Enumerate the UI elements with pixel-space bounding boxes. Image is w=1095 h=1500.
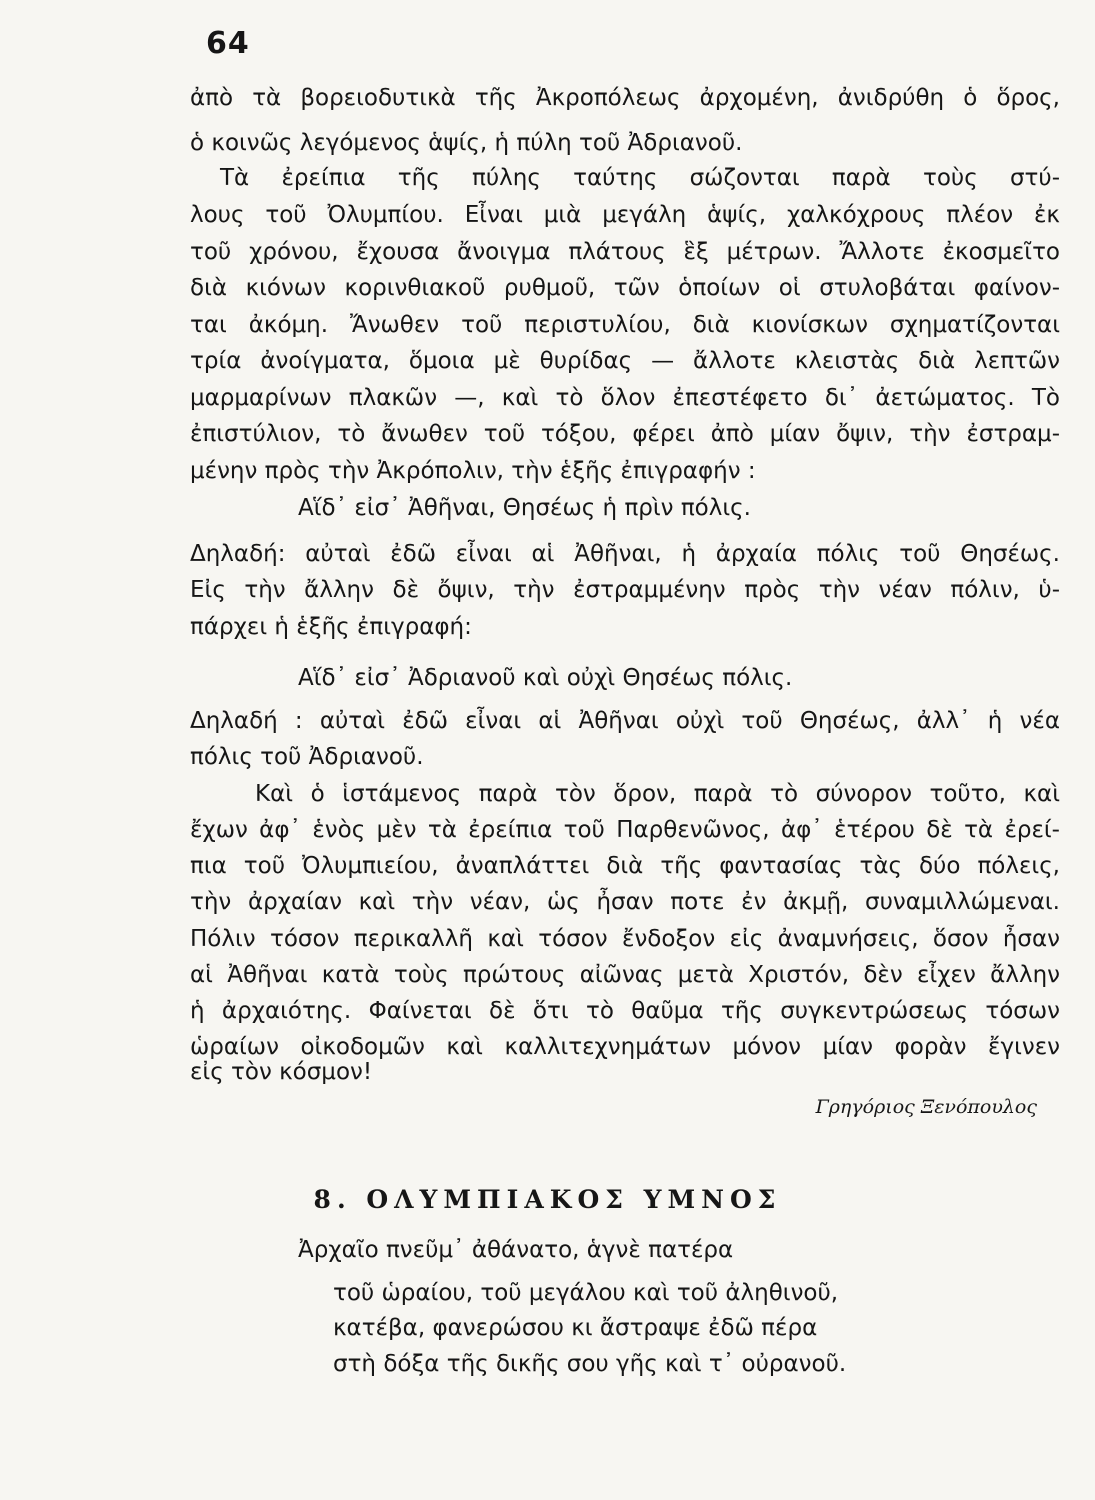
- text-line: μαρμαρίνων πλακῶν —, καὶ τὸ ὅλον ἐπεστέφετο δι᾽ ἀετώματος. Τὸ: [190, 385, 1060, 411]
- text-line: ται ἀκόμη. Ἄνωθεν τοῦ περιστυλίου, διὰ κιονίσκων σχηματίζονται: [190, 312, 1060, 338]
- section-heading: 8. ΟΛΥΜΠΙΑΚΟΣ ΥΜΝΟΣ: [313, 1185, 782, 1214]
- text-line: πάρχει ἡ ἑξῆς ἐπιγραφή:: [190, 614, 472, 640]
- text-line: Τὰ ἐρείπια τῆς πύλης ταύτης σώζονται παρὰ τοὺς στύ-: [220, 165, 1060, 191]
- text-line: Δηλαδή : αὐταὶ ἐδῶ εἶναι αἱ Ἀθῆναι οὐχὶ τοῦ Θησέως, ἀλλ᾽ ἡ νέα: [190, 708, 1060, 734]
- text-line: Εἰς τὴν ἄλλην δὲ ὄψιν, τὴν ἐστραμμένην πρὸς τὴν νέαν πόλιν, ὑ-: [190, 577, 1060, 603]
- poem-line: τοῦ ὡραίου, τοῦ μεγάλου καὶ τοῦ ἀληθινοῦ,: [333, 1280, 839, 1306]
- text-line: πόλις τοῦ Ἀδριανοῦ.: [190, 744, 424, 770]
- text-line: ἡ ἀρχαιότης. Φαίνεται δὲ ὅτι τὸ θαῦμα τῆς συγκεντρώσεως τόσων: [190, 998, 1060, 1024]
- text-line: λους τοῦ Ὀλυμπίου. Εἶναι μιὰ μεγάλη ἁψίς, χαλκόχρους πλέον ἐκ: [190, 202, 1060, 228]
- text-line: διὰ κιόνων κορινθιακοῦ ρυθμοῦ, τῶν ὁποίων οἱ στυλοβάται φαίνον-: [190, 275, 1060, 301]
- page-number: 64: [206, 26, 250, 61]
- inscription-line: Αἵδ᾽ εἰσ᾽ Ἀδριανοῦ καὶ οὐχὶ Θησέως πόλις.: [298, 665, 793, 691]
- text-line: πια τοῦ Ὀλυμπιείου, ἀναπλάττει διὰ τῆς φαντασίας τὰς δύο πόλεις,: [190, 853, 1060, 879]
- text-line: Καὶ ὁ ἱστάμενος παρὰ τὸν ὅρον, παρὰ τὸ σύνορον τοῦτο, καὶ: [255, 781, 1060, 807]
- text-line: εἰς τὸν κόσμον!: [190, 1059, 373, 1085]
- text-line: ἀπὸ τὰ βορειοδυτικὰ τῆς Ἀκροπόλεως ἀρχομένη, ἀνιδρύθη ὁ ὅρος,: [190, 85, 1060, 111]
- text-line: Δηλαδή: αὐταὶ ἐδῶ εἶναι αἱ Ἀθῆναι, ἡ ἀρχαία πόλις τοῦ Θησέως.: [190, 541, 1060, 567]
- text-line: τοῦ χρόνου, ἔχουσα ἄνοιγμα πλάτους ἓξ μέτρων. Ἄλλοτε ἐκοσμεῖτο: [190, 239, 1060, 265]
- author-signature: Γρηγόριος Ξενόπουλος: [815, 1096, 1037, 1118]
- text-line: Πόλιν τόσον περικαλλῆ καὶ τόσον ἔνδοξον εἰς ἀναμνήσεις, ὅσον ἦσαν: [190, 926, 1060, 952]
- text-line: ὁ κοινῶς λεγόμενος ἁψίς, ἡ πύλη τοῦ Ἀδριανοῦ.: [190, 130, 743, 156]
- text-line: τρία ἀνοίγματα, ὅμοια μὲ θυρίδας — ἄλλοτε κλειστὰς διὰ λεπτῶν: [190, 348, 1060, 374]
- text-line: αἱ Ἀθῆναι κατὰ τοὺς πρώτους αἰῶνας μετὰ Χριστόν, δὲν εἶχεν ἄλλην: [190, 962, 1060, 988]
- text-line: ἐπιστύλιον, τὸ ἄνωθεν τοῦ τόξου, φέρει ἀπὸ μίαν ὄψιν, τὴν ἐστραμ-: [190, 421, 1060, 447]
- poem-line: κατέβα, φανερώσου κι ἄστραψε ἐδῶ πέρα: [333, 1315, 818, 1341]
- inscription-line: Αἵδ᾽ εἰσ᾽ Ἀθῆναι, Θησέως ἡ πρὶν πόλις.: [298, 495, 751, 521]
- text-line: ἔχων ἀφ᾽ ἑνὸς μὲν τὰ ἐρείπια τοῦ Παρθενῶνος, ἀφ᾽ ἑτέρου δὲ τὰ ἐρεί-: [190, 817, 1060, 843]
- text-line: μένην πρὸς τὴν Ἀκρόπολιν, τὴν ἑξῆς ἐπιγραφήν :: [190, 458, 756, 484]
- text-line: τὴν ἀρχαίαν καὶ τὴν νέαν, ὡς ἦσαν ποτε ἐν ἀκμῇ, συναμιλλώμεναι.: [190, 889, 1060, 915]
- poem-line: στὴ δόξα τῆς δικῆς σου γῆς καὶ τ᾽ οὐρανοῦ.: [333, 1351, 847, 1377]
- text-line: ὡραίων οἰκοδομῶν καὶ καλλιτεχνημάτων μόνον μίαν φορὰν ἔγινεν: [190, 1034, 1060, 1060]
- poem-line: Ἀρχαῖο πνεῦμ᾽ ἀθάνατο, ἁγνὲ πατέρα: [298, 1237, 734, 1263]
